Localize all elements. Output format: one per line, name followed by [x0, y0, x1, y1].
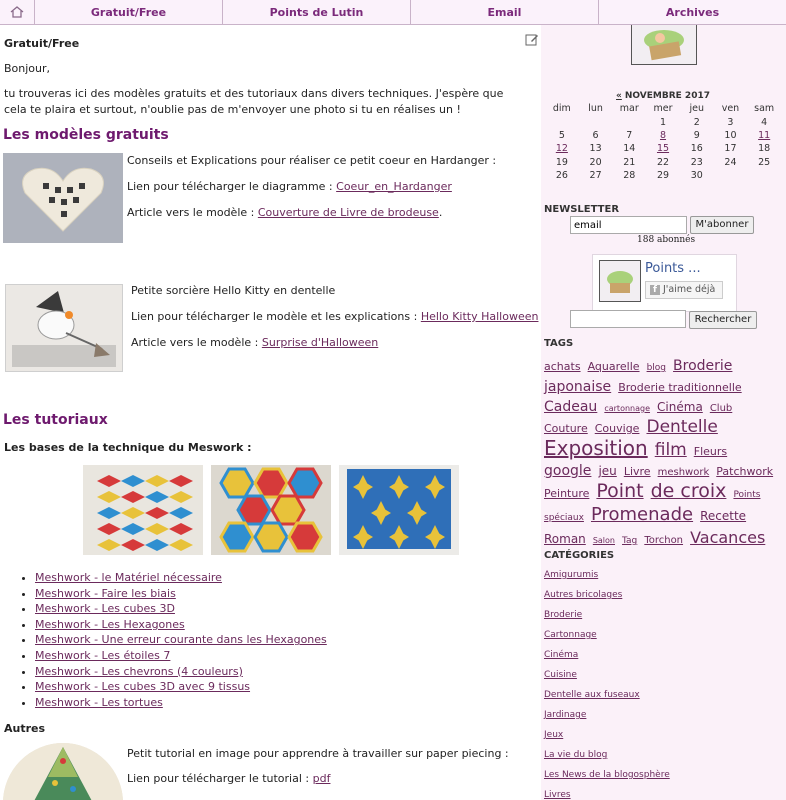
tag-link[interactable]: film: [654, 440, 687, 460]
calendar-day: 17: [724, 143, 737, 155]
meswork-hexagons-image[interactable]: [211, 465, 331, 555]
tag-link[interactable]: Broderie: [673, 358, 733, 374]
calendar-day[interactable]: 8: [659, 130, 667, 142]
intro-text: tu trouveras ici des modèles gratuits et des tutoriaux dans divers techniques. J'espère que cela te plaira et surtout, n'oublie pas de m'envoyer une photo si tu en réalises un !: [4, 87, 504, 116]
tag-link[interactable]: Exposition: [544, 436, 648, 460]
facebook-box: [592, 254, 737, 312]
home-button[interactable]: [0, 0, 35, 24]
home-icon: [9, 5, 25, 19]
calendar-weekday: lun: [588, 103, 603, 115]
calendar-day: 20: [589, 156, 602, 168]
calendar-weekdays: [545, 102, 781, 115]
category-link[interactable]: La vie du blog: [544, 750, 608, 760]
tag-link[interactable]: de croix: [650, 480, 727, 502]
pp-download-line: [127, 771, 330, 787]
pp-download-label: Lien pour télécharger le tutorial :: [127, 772, 313, 785]
category-link[interactable]: Cinéma: [544, 650, 579, 660]
category-link[interactable]: Cuisine: [544, 670, 577, 680]
calendar-header: [545, 89, 781, 102]
tutorial-link[interactable]: Meshwork - le Matériel nécessaire: [35, 571, 222, 584]
tag-link[interactable]: Vacances: [690, 528, 766, 547]
calendar-day: 7: [626, 130, 633, 142]
list-item: [35, 664, 327, 680]
paper-piecing-image[interactable]: [3, 743, 123, 800]
models-heading: Les modèles gratuits: [3, 127, 169, 143]
calendar-weekday: ven: [721, 103, 740, 115]
pp-desc: Petit tutorial en image pour apprendre à travailler sur paper piecing :: [127, 747, 509, 760]
calendar-week: [545, 169, 781, 182]
calendar-week: [545, 142, 781, 155]
nav-gratuit[interactable]: Gratuit/Free: [35, 0, 223, 24]
edit-icon[interactable]: [525, 33, 539, 47]
tag-link[interactable]: Dentelle: [646, 417, 718, 437]
category-link[interactable]: Livres: [544, 790, 571, 800]
tutorial-link[interactable]: Meshwork - Les Hexagones: [35, 617, 185, 631]
tag-link[interactable]: Point: [596, 480, 644, 502]
calendar-day: 5: [558, 130, 565, 142]
tag-link[interactable]: Livre: [623, 465, 651, 478]
calendar-day: 2: [693, 116, 700, 128]
m1-article-label: Article vers le modèle :: [127, 206, 258, 219]
list-item: [35, 679, 327, 695]
tags-heading: TAGS: [544, 338, 574, 349]
category-link[interactable]: Les News de la blogosphère: [544, 770, 670, 780]
subscribe-button[interactable]: M'abonner: [690, 216, 754, 234]
calendar-weekday: mar: [619, 103, 639, 115]
list-item: [35, 601, 327, 617]
m1-download-link[interactable]: Coeur_en_Hardanger: [336, 180, 452, 193]
main-content: [0, 25, 541, 800]
newsletter-heading: NEWSLETTER: [544, 204, 620, 215]
m2-desc: Petite sorcière Hello Kitty en dentelle: [131, 284, 336, 297]
greeting: Bonjour,: [4, 62, 51, 75]
facebook-page-name[interactable]: Points ...: [645, 261, 701, 276]
facebook-like-label: J'aime déjà: [663, 284, 716, 295]
calendar-prev-link[interactable]: «: [616, 90, 622, 101]
tutorial-link[interactable]: Meshwork - Les étoiles 7: [35, 648, 171, 662]
calendar-day: 19: [555, 156, 568, 168]
tutorial-link[interactable]: Meshwork - Les cubes 3D: [35, 602, 175, 616]
m2-download-label: Lien pour télécharger le modèle et les explications :: [131, 310, 421, 323]
tag-link[interactable]: Couture: [544, 422, 588, 435]
nav-points-de-lutin[interactable]: Points de Lutin: [223, 0, 411, 24]
calendar-grid: [545, 116, 781, 182]
newsletter-email-input[interactable]: [570, 216, 687, 234]
subscriber-count: 188 abonnés: [637, 235, 696, 245]
m2-article-link[interactable]: Surprise d'Halloween: [261, 336, 379, 349]
calendar-day: 29: [656, 169, 670, 181]
calendar-week: [545, 116, 781, 129]
m2-article-line: [131, 335, 378, 351]
calendar-day[interactable]: 11: [758, 130, 771, 142]
tag-cloud: [544, 357, 784, 551]
list-item: [35, 586, 327, 602]
calendar-day[interactable]: 15: [656, 143, 670, 155]
facebook-avatar[interactable]: [599, 260, 641, 302]
calendar-day: 3: [727, 116, 734, 128]
category-link[interactable]: Broderie: [544, 610, 583, 620]
calendar-day: 27: [589, 169, 602, 181]
calendar-day: 25: [758, 156, 771, 168]
hello-kitty-image[interactable]: [5, 284, 123, 372]
calendar-day: 18: [758, 143, 771, 155]
tag-link[interactable]: blog: [646, 363, 667, 373]
calendar-day: 14: [623, 143, 636, 155]
tutorials-heading: Les tutoriaux: [3, 412, 108, 428]
calendar-month: NOVEMBRE 2017: [624, 90, 710, 101]
calendar-day: 1: [659, 116, 667, 128]
tag-link[interactable]: Cadeau: [544, 399, 598, 415]
calendar-day: 21: [623, 156, 636, 168]
m2-download-link[interactable]: Hello Kitty Halloween: [420, 310, 539, 323]
m1-download-line: [127, 179, 452, 195]
facebook-like-button[interactable]: [645, 281, 723, 299]
calendar-day: 30: [690, 169, 703, 181]
calendar-weekday: mer: [653, 103, 673, 115]
tag-link[interactable]: google: [544, 463, 592, 479]
top-nav: [0, 0, 786, 25]
meswork-stars-image[interactable]: [339, 465, 459, 555]
tutorial-link[interactable]: Meshwork - Une erreur courante dans les Hexagones: [35, 633, 327, 647]
calendar-day: 4: [761, 116, 768, 128]
calendar-day: 10: [724, 130, 737, 142]
nav-email[interactable]: Email: [411, 0, 599, 24]
m1-desc: Conseils et Explications pour réaliser ce petit coeur en Hardanger :: [127, 154, 497, 167]
category-link[interactable]: Dentelle aux fuseaux: [544, 690, 640, 700]
tutorial-link[interactable]: Meshwork - Les tortues: [35, 695, 163, 709]
tag-link[interactable]: meshwork: [657, 467, 710, 478]
calendar-week: [545, 129, 781, 142]
list-item: [35, 695, 327, 711]
tag-link[interactable]: Torchon: [644, 535, 684, 546]
hardanger-heart-image[interactable]: [3, 153, 123, 243]
calendar: [545, 89, 781, 182]
category-link[interactable]: Amigurumis: [544, 570, 599, 580]
tutorial-link[interactable]: Meshwork - Faire les biais: [35, 586, 176, 600]
tag-link[interactable]: jeu: [598, 464, 617, 478]
list-item: [35, 632, 327, 648]
pp-download-link[interactable]: pdf: [312, 772, 331, 785]
tag-link[interactable]: Club: [709, 403, 733, 414]
category-list: [544, 565, 670, 800]
calendar-day: 13: [589, 143, 602, 155]
avatar[interactable]: [631, 25, 697, 65]
tag-link[interactable]: Aquarelle: [587, 360, 640, 373]
nav-archives[interactable]: Archives: [665, 5, 720, 19]
calendar-day[interactable]: 12: [555, 143, 568, 155]
calendar-weekday: jeu: [689, 103, 704, 115]
tag-link[interactable]: Broderie traditionnelle: [618, 381, 742, 394]
tag-link[interactable]: Tag: [622, 536, 638, 546]
calendar-weekday: sam: [754, 103, 775, 115]
meswork-cubes-image[interactable]: [83, 465, 203, 555]
calendar-day: 26: [555, 169, 568, 181]
tutorial-link[interactable]: Meshwork - Les chevrons (4 couleurs): [35, 664, 243, 678]
meswork-subheading: Les bases de la technique du Meswork :: [4, 441, 252, 454]
tag-link[interactable]: Couvige: [594, 422, 640, 435]
m2-article-label: Article vers le modèle :: [131, 336, 262, 349]
tag-link[interactable]: Patchwork: [716, 465, 774, 478]
calendar-weekday: dim: [552, 103, 571, 115]
search-input[interactable]: [570, 310, 686, 328]
tag-link[interactable]: Peinture: [544, 487, 590, 500]
calendar-day: 6: [592, 130, 599, 142]
m1-article-line: [127, 205, 442, 221]
calendar-day: 24: [724, 156, 737, 168]
calendar-day: 9: [693, 130, 700, 142]
tag-link[interactable]: Fleurs: [693, 445, 728, 458]
tag-link[interactable]: Roman: [544, 532, 586, 546]
categories-heading: CATÉGORIES: [544, 550, 615, 561]
search-button[interactable]: Rechercher: [689, 311, 757, 329]
category-link[interactable]: Cartonnage: [544, 630, 597, 640]
tag-link[interactable]: Salon: [592, 536, 615, 545]
calendar-day: 22: [656, 156, 670, 168]
category-link[interactable]: Jeux: [544, 730, 564, 740]
category-link[interactable]: Jardinage: [544, 710, 587, 720]
m2-download-line: [131, 309, 538, 325]
m1-download-label: Lien pour télécharger le diagramme :: [127, 180, 337, 193]
calendar-day: 23: [690, 156, 703, 168]
tutorial-link[interactable]: Meshwork - Les cubes 3D avec 9 tissus: [35, 680, 251, 694]
m1-article-link[interactable]: Couverture de Livre de brodeuse: [257, 206, 439, 219]
calendar-week: [545, 155, 781, 168]
tag-link[interactable]: Recette: [700, 509, 747, 523]
tag-link[interactable]: japonaise: [544, 379, 612, 395]
tag-link[interactable]: Points spéciaux: [544, 490, 761, 523]
calendar-day: 28: [623, 169, 636, 181]
list-item: [35, 570, 327, 586]
tag-link[interactable]: Promenade: [590, 504, 694, 525]
calendar-day: 16: [690, 143, 703, 155]
tag-link[interactable]: achats: [544, 360, 581, 373]
tag-link[interactable]: Cinéma: [657, 400, 703, 414]
m1-article-suffix: .: [438, 206, 443, 219]
facebook-icon: f: [650, 285, 660, 295]
autres-subheading: Autres: [4, 722, 46, 735]
category-link[interactable]: Autres bricolages: [544, 590, 623, 600]
tutorial-list: [20, 570, 327, 710]
list-item: [35, 617, 327, 633]
post-title: Gratuit/Free: [4, 37, 80, 50]
tag-link[interactable]: cartonnage: [604, 404, 651, 413]
list-item: [35, 648, 327, 664]
sidebar: [541, 25, 786, 800]
